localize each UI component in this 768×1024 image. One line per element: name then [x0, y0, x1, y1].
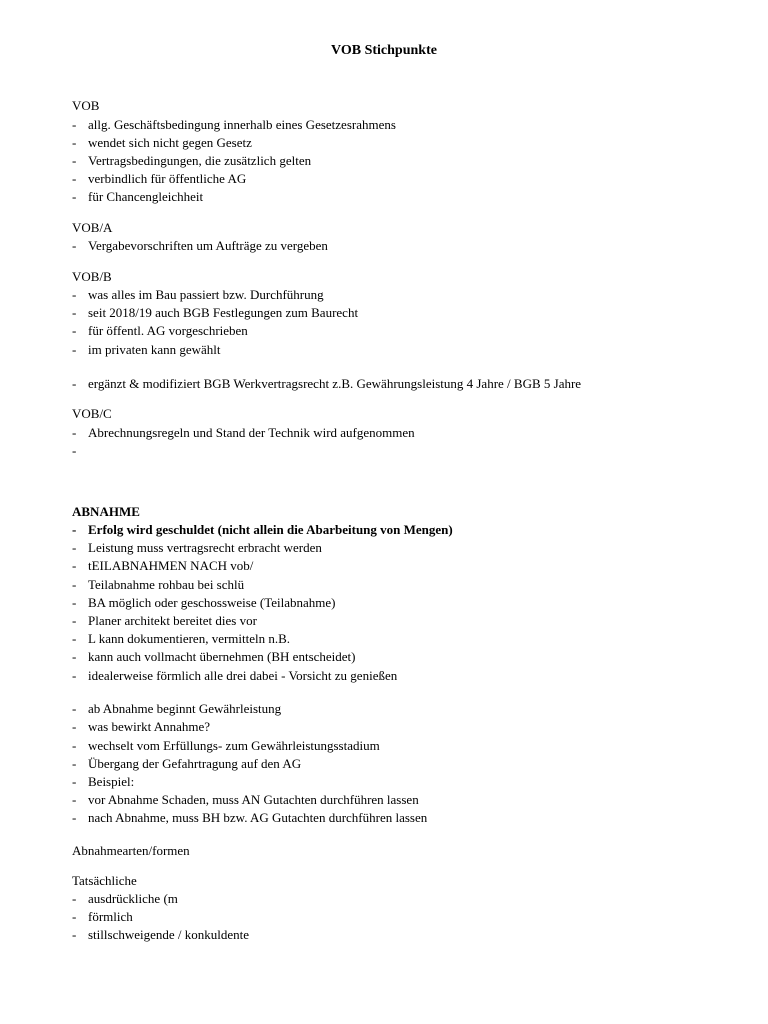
- list-item: - für Chancengleichheit: [72, 189, 204, 204]
- list-item: - wendet sich nicht gegen Gesetz: [72, 135, 252, 150]
- list-item-empty: -: [72, 443, 77, 458]
- list-item: - im privaten kann gewählt: [72, 342, 221, 357]
- list-item: - seit 2018/19 auch BGB Festlegungen zum Baurecht: [72, 305, 359, 320]
- list-item: - Vertragsbedingungen, die zusätzlich gelten: [72, 153, 312, 168]
- list-item: - verbindlich für öffentliche AG: [72, 171, 247, 186]
- list-item: - Beispiel:: [72, 774, 135, 789]
- list-item: - wechselt vom Erfüllungs- zum Gewährleistungsstadium: [72, 738, 380, 753]
- list-item-bold: - Erfolg wird geschuldet (nicht allein die Abarbeitung von Mengen): [72, 522, 453, 537]
- page-title: VOB Stichpunkte: [331, 43, 437, 58]
- list-item: - ab Abnahme beginnt Gewährleistung: [72, 701, 282, 716]
- list-item: - idealerweise förmlich alle drei dabei - Vorsicht zu genießen: [72, 668, 398, 683]
- section-heading-vob: VOB: [72, 98, 100, 113]
- list-item: - vor Abnahme Schaden, muss AN Gutachten durchführen lassen: [72, 792, 419, 807]
- list-item: - allg. Geschäftsbedingung innerhalb eines Gesetzesrahmens: [72, 117, 396, 132]
- list-item: - ergänzt & modifiziert BGB Werkvertragsrecht z.B. Gewährungsleistung 4 Jahre / BGB 5 Jahre: [72, 376, 582, 391]
- list-item: - Planer architekt bereitet dies vor: [72, 613, 257, 628]
- list-item: - Übergang der Gefahrtragung auf den AG: [72, 756, 302, 771]
- section-heading-abnahmearten: Abnahmearten/formen: [72, 843, 190, 858]
- list-item: - was alles im Bau passiert bzw. Durchführung: [72, 287, 324, 302]
- list-item: - L kann dokumentieren, vermitteln n.B.: [72, 631, 291, 646]
- list-item: - förmlich: [72, 909, 133, 924]
- list-item: - ausdrückliche (m: [72, 891, 178, 906]
- list-item: - was bewirkt Annahme?: [72, 719, 211, 734]
- section-heading-tatsaechliche: Tatsächliche: [72, 873, 137, 888]
- section-heading-abnahme: ABNAHME: [72, 504, 140, 519]
- list-item: - Teilabnahme rohbau bei schlü: [72, 577, 245, 592]
- section-heading-vob-c: VOB/C: [72, 406, 112, 421]
- list-item: - für öffentl. AG vorgeschrieben: [72, 323, 248, 338]
- list-item: - stillschweigende / konkuldente: [72, 927, 250, 942]
- list-item: - Abrechnungsregeln und Stand der Technik wird aufgenommen: [72, 425, 415, 440]
- section-heading-vob-a: VOB/A: [72, 220, 113, 235]
- list-item: - tEILABNAHMEN NACH vob/: [72, 558, 254, 573]
- list-item: - kann auch vollmacht übernehmen (BH entscheidet): [72, 649, 356, 664]
- section-heading-vob-b: VOB/B: [72, 269, 112, 284]
- list-item: - Vergabevorschriften um Aufträge zu vergeben: [72, 238, 328, 253]
- list-item: - Leistung muss vertragsrecht erbracht werden: [72, 540, 322, 555]
- list-item: - BA möglich oder geschossweise (Teilabnahme): [72, 595, 336, 610]
- list-item: - nach Abnahme, muss BH bzw. AG Gutachten durchführen lassen: [72, 810, 428, 825]
